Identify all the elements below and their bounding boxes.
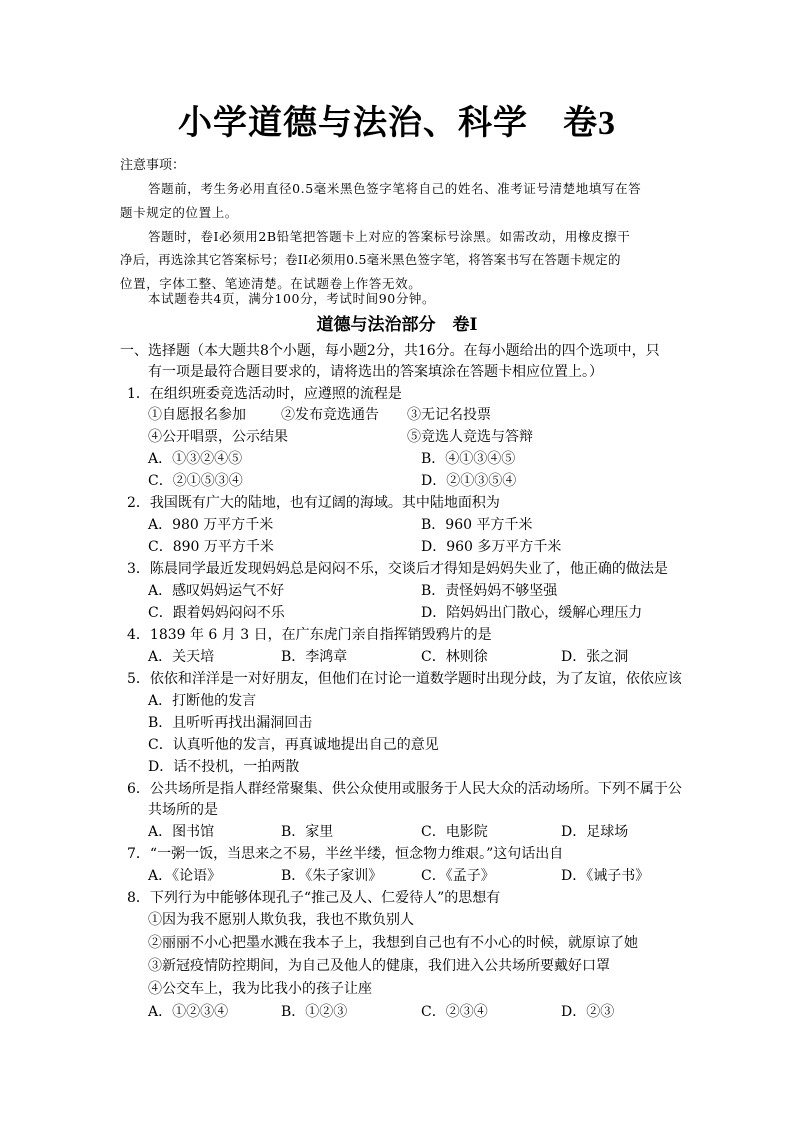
q6-option-b: B．家里 [281,824,334,840]
notice-p1-line1: 答题前，考生务必用直径0.5毫米黑色签字笔将自己的姓名、准考证号清楚地填写在答 [148,181,642,196]
q3-option-c: C．跟着妈妈闷闷不乐 [148,605,285,621]
notice-p3: 本试题卷共4页，满分100分，考试时间90分钟。 [148,291,436,306]
q8-option-d: D．②③ [561,1004,615,1020]
q1-option-b: B．④①③④⑤ [421,451,516,467]
notice-heading: 注意事项： [120,158,186,173]
paper-title [0,101,794,146]
q8-option-c: C．②③④ [421,1004,488,1020]
q8-item1: ①因为我不愿别人欺负我，我也不欺负别人 [148,912,414,928]
q2-option-c: C．890 万平方千米 [148,539,274,555]
q3-option-b: B．责怪妈妈不够坚强 [421,583,558,599]
q1-item2: ②发布竞选通告 [281,407,379,423]
q4-option-c: C．林则徐 [421,649,488,665]
q3-option-a: A．感叹妈妈运气不好 [148,583,285,599]
q3-stem: 3．陈晨同学最近发现妈妈总是闷闷不乐，交谈后才得知是妈妈失业了，他正确的做法是 [127,561,668,577]
q4-option-d: D．张之洞 [561,649,629,665]
q7-stem: 7．“一粥一饭，当思来之不易，半丝半缕，恒念物力维艰。”这句话出自 [127,846,564,862]
q5-option-b: B．且听听再找出漏洞回击 [148,715,313,731]
q6-option-d: D．足球场 [561,824,629,840]
q8-item2: ②丽丽不小心把墨水溅在我本子上，我想到自己也有不小心的时候，就原谅了她 [148,935,638,951]
notice-p2-line2: 净后，再选涂其它答案标号；卷II必须用0.5毫米黑色签字笔，将答案书写在答题卡规定的 [120,252,621,267]
q7-option-a: A．《论语》 [148,868,222,884]
q8-option-a: A．①②③④ [148,1004,229,1020]
q7-option-c: C．《孟子》 [421,868,495,884]
q4-option-a: A．关天培 [148,649,215,665]
notice-p2-line1: 答题时，卷I必须用2B铅笔把答题卡上对应的答案标号涂黑。如需改动，用橡皮擦干 [148,229,631,244]
paper-title-number: 3 [598,105,616,142]
paper-title-text: 小学道德与法治、科学 卷 [178,103,598,143]
q7-option-d: D．《诫子书》 [561,868,650,884]
q8-item4: ④公交车上，我为比我小的孩子让座 [148,981,372,997]
q5-stem: 5．依依和洋洋是一对好朋友，但他们在讨论一道数学题时出现分歧，为了友谊，依依应该 [127,671,682,687]
notice-p1-line2: 题卡规定的位置上。 [120,205,238,220]
q8-stem: 8．下列行为中能够体现孔子“推己及人、仁爱待人”的思想有 [127,890,501,906]
q5-option-d: D．话不投机，一拍两散 [148,759,300,775]
q6-stem-line1: 6．公共场所是指人群经常聚集、供公众使用或服务于人民大众的活动场所。下列不属于公 [127,781,682,797]
q5-option-a: A．打断他的发言 [148,693,257,709]
q5-option-c: C．认真听他的发言，再真诚地提出自己的意见 [148,737,439,753]
q7-option-b: B．《朱子家训》 [281,868,383,884]
q4-option-b: B．李鸿章 [281,649,348,665]
q6-option-a: A．图书馆 [148,824,215,840]
q1-item5: ⑤竞选人竞选与答辩 [407,429,533,445]
q1-item4: ④公开唱票，公示结果 [148,429,288,445]
q1-stem: 1．在组织班委竞选活动时，应遵照的流程是 [127,386,402,402]
q1-option-c: C．②①⑤③④ [148,473,243,489]
q1-item1: ①自愿报名参加 [148,407,246,423]
q2-option-a: A．980 万平方千米 [148,517,274,533]
notice-p2-line3: 位置，字体工整、笔迹清楚。在试题卷上作答无效。 [120,276,422,291]
q2-option-d: D．960 多万平方千米 [421,539,562,555]
q2-stem: 2．我国既有广大的陆地，也有辽阔的海域。其中陆地面积为 [127,495,500,511]
q8-item3: ③新冠疫情防控期间，为自己及他人的健康，我们进入公共场所要戴好口罩 [148,958,610,974]
q1-item3: ③无记名投票 [407,407,491,423]
q1-option-a: A．①③②④⑤ [148,451,243,467]
instruction-line1: 一、选择题（本大题共8个小题，每小题2分，共16分。在每小题给出的四个选项中，只 [120,343,660,359]
q1-option-d: D．②①③⑤④ [421,473,517,489]
q2-option-b: B．960 平方千米 [421,517,533,533]
instruction-line2: 有一项是最符合题目要求的，请将选出的答案填涂在答题卡相应位置上。） [148,364,603,380]
q3-option-d: D．陪妈妈出门散心，缓解心理压力 [421,605,643,621]
section-title: 道德与法治部分 卷Ⅰ [316,315,478,335]
q8-option-b: B．①②③ [281,1004,348,1020]
q6-option-c: C．电影院 [421,824,488,840]
q6-stem-line2: 共场所的是 [148,802,218,818]
q4-stem: 4．1839 年 6 月 3 日，在广东虎门亲自指挥销毁鸦片的是 [127,627,492,643]
